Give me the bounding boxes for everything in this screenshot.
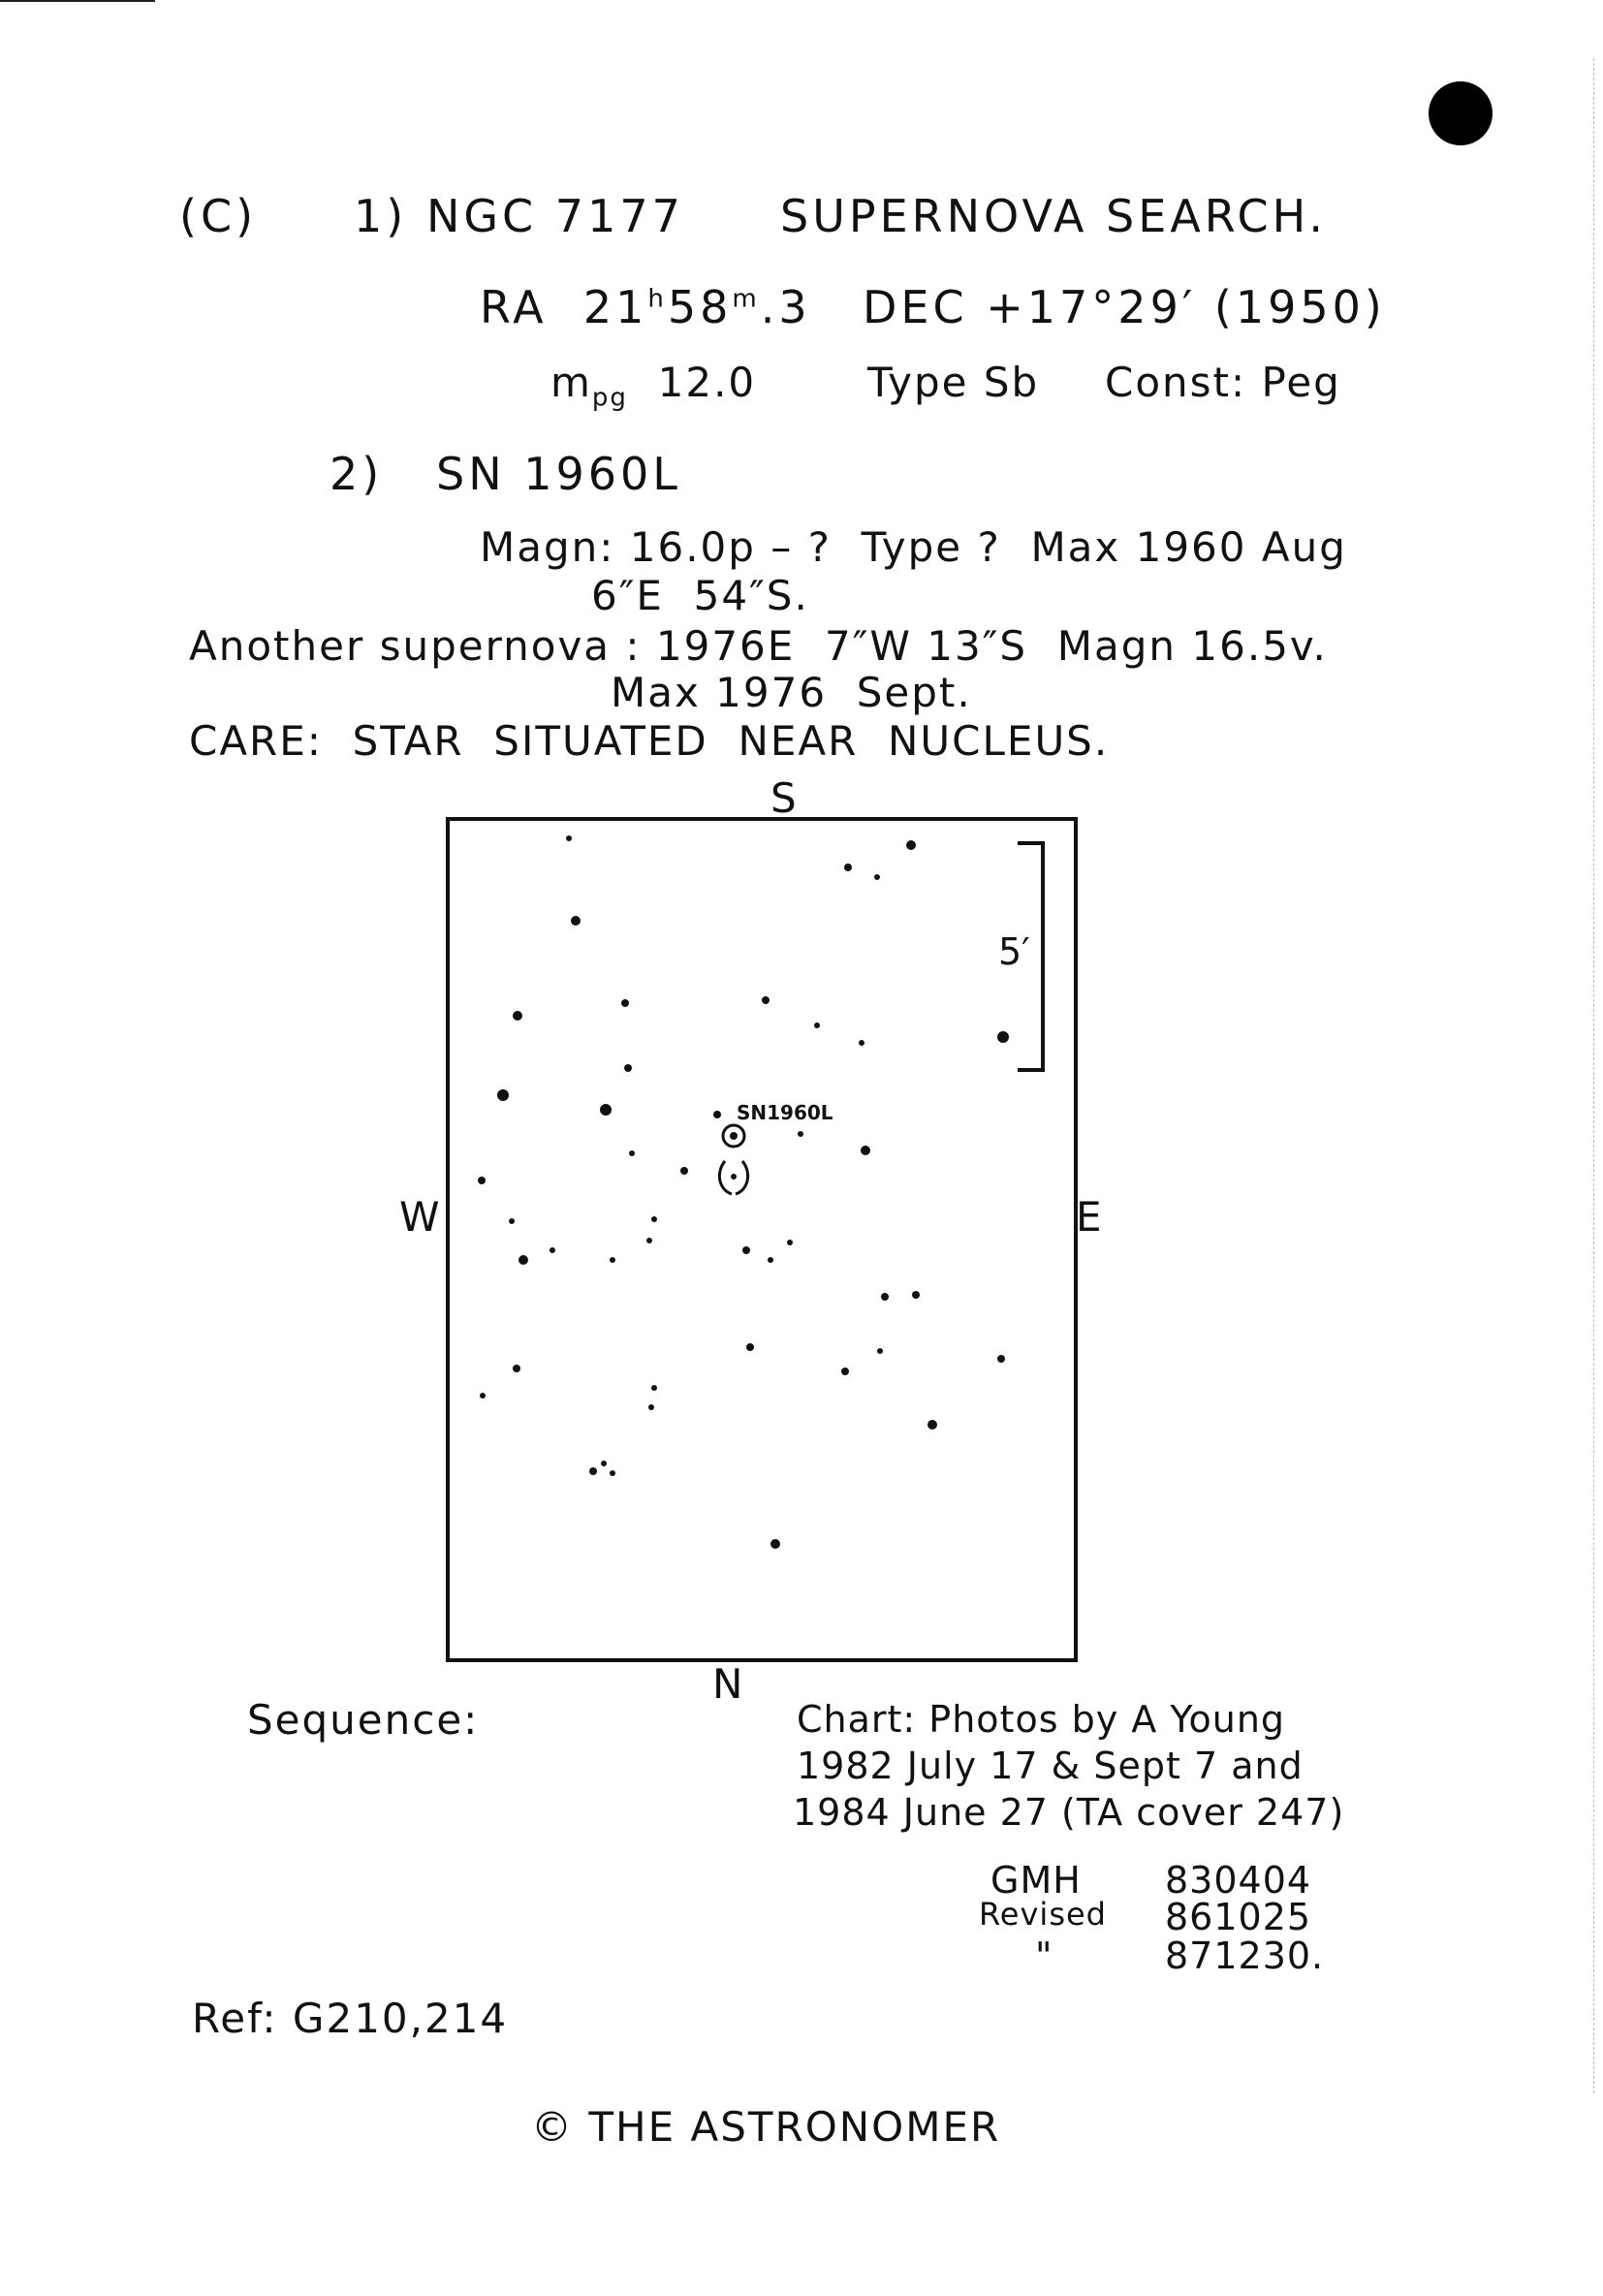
field-star — [480, 1393, 486, 1399]
field-star — [768, 1257, 773, 1263]
date-revised-2: 871230. — [1165, 1934, 1325, 1977]
punch-hole-mark — [1429, 81, 1493, 145]
field-star — [742, 1246, 750, 1254]
field-star — [997, 1355, 1005, 1363]
mag-label: m — [550, 359, 592, 406]
field-star — [746, 1343, 754, 1351]
field-star — [629, 1150, 635, 1156]
section-label: (C) — [179, 190, 258, 242]
page-heading: SUPERNOVA SEARCH. — [780, 190, 1327, 242]
field-star — [927, 1420, 937, 1430]
field-star — [713, 1111, 721, 1118]
field-star — [912, 1291, 920, 1299]
mag-value: 12.0 — [657, 359, 757, 406]
date-original: 830404 — [1165, 1859, 1312, 1902]
field-star — [566, 835, 572, 841]
constellation: Const: Peg — [1105, 359, 1341, 406]
sn-details-line1: Magn: 16.0p – ? Type ? Max 1960 Aug — [480, 523, 1347, 571]
scale-label: 5′ — [998, 930, 1030, 973]
field-star — [877, 1348, 883, 1354]
page-right-edge — [1593, 58, 1595, 2093]
field-star — [519, 1255, 528, 1265]
field-star — [770, 1539, 780, 1549]
mag-line — [550, 359, 756, 412]
field-star — [621, 999, 629, 1007]
field-star — [589, 1467, 597, 1475]
item2-number: 2) — [330, 448, 384, 500]
reference: Ref: G210,214 — [192, 1995, 509, 2042]
sn-label: SN1960L — [737, 1101, 833, 1124]
revised-label: Revised — [979, 1896, 1107, 1933]
field-star — [906, 840, 916, 850]
galaxy-core-dot — [731, 1174, 737, 1179]
sequence-label: Sequence: — [247, 1696, 480, 1744]
another-sn-line2: Max 1976 Sept. — [611, 669, 972, 716]
field-star — [601, 1461, 607, 1466]
field-star — [624, 1064, 632, 1072]
field-star — [513, 1011, 522, 1021]
direction-south: S — [770, 774, 797, 822]
field-star — [859, 1040, 864, 1046]
field-star — [997, 1031, 1009, 1043]
field-star — [497, 1089, 509, 1101]
field-star — [787, 1240, 793, 1245]
another-sn-line1: Another supernova : 1976E 7″W 13″S Magn 16.5v. — [189, 622, 1328, 670]
star-field — [478, 835, 1009, 1549]
page-edge-line — [0, 0, 155, 2]
galaxy-type: Type Sb — [867, 359, 1040, 406]
field-star — [571, 916, 581, 926]
chart-credit-line1: Chart: Photos by A Young — [797, 1698, 1286, 1741]
object-name: NGC 7177 — [426, 190, 684, 242]
field-star — [881, 1293, 889, 1301]
item1-number: 1) — [354, 190, 408, 242]
field-star — [814, 1022, 820, 1028]
ra-label: RA — [480, 281, 548, 333]
finder-chart — [399, 774, 1102, 1708]
field-star — [680, 1167, 688, 1175]
direction-west: W — [399, 1193, 440, 1241]
care-note: CARE: STAR SITUATED NEAR NUCLEUS. — [189, 717, 1110, 765]
chart-frame — [448, 819, 1076, 1660]
field-star — [861, 1146, 870, 1155]
field-star — [648, 1404, 654, 1410]
field-star — [513, 1365, 520, 1372]
field-star — [478, 1177, 486, 1184]
ra-line: RA 21$^h$58$^m$.3 — [480, 281, 811, 333]
direction-north: N — [712, 1660, 743, 1708]
supernova-name: SN 1960L — [436, 448, 681, 500]
field-star — [646, 1238, 652, 1243]
field-star — [798, 1131, 803, 1137]
field-star — [874, 874, 880, 880]
sn-details-line2: 6″E 54″S. — [591, 572, 809, 619]
ra-hours: 21 — [582, 281, 648, 333]
ra-decimal: 3 — [778, 281, 811, 333]
dec-line: DEC +17°29′ (1950) — [863, 281, 1386, 333]
field-star — [550, 1247, 555, 1253]
chart-credit-line2: 1982 July 17 & Sept 7 and — [797, 1745, 1304, 1787]
field-star — [841, 1368, 849, 1375]
ra-minutes: 58 — [667, 281, 733, 333]
initials: GMH — [990, 1859, 1082, 1902]
field-star — [509, 1218, 515, 1224]
field-star — [762, 996, 770, 1004]
field-star — [610, 1257, 615, 1263]
field-star — [610, 1470, 615, 1476]
field-star — [600, 1104, 612, 1116]
field-star — [651, 1385, 657, 1391]
mag-sub: pg — [591, 383, 628, 413]
ditto-mark: " — [1035, 1934, 1053, 1977]
date-revised-1: 861025 — [1165, 1896, 1312, 1938]
direction-east: E — [1076, 1193, 1102, 1241]
copyright: © THE ASTRONOMER — [531, 2103, 1001, 2151]
field-star — [844, 864, 852, 871]
chart-credit-line3: 1984 June 27 (TA cover 247) — [793, 1791, 1345, 1834]
nucleus-star — [730, 1132, 738, 1140]
field-star — [651, 1216, 657, 1222]
